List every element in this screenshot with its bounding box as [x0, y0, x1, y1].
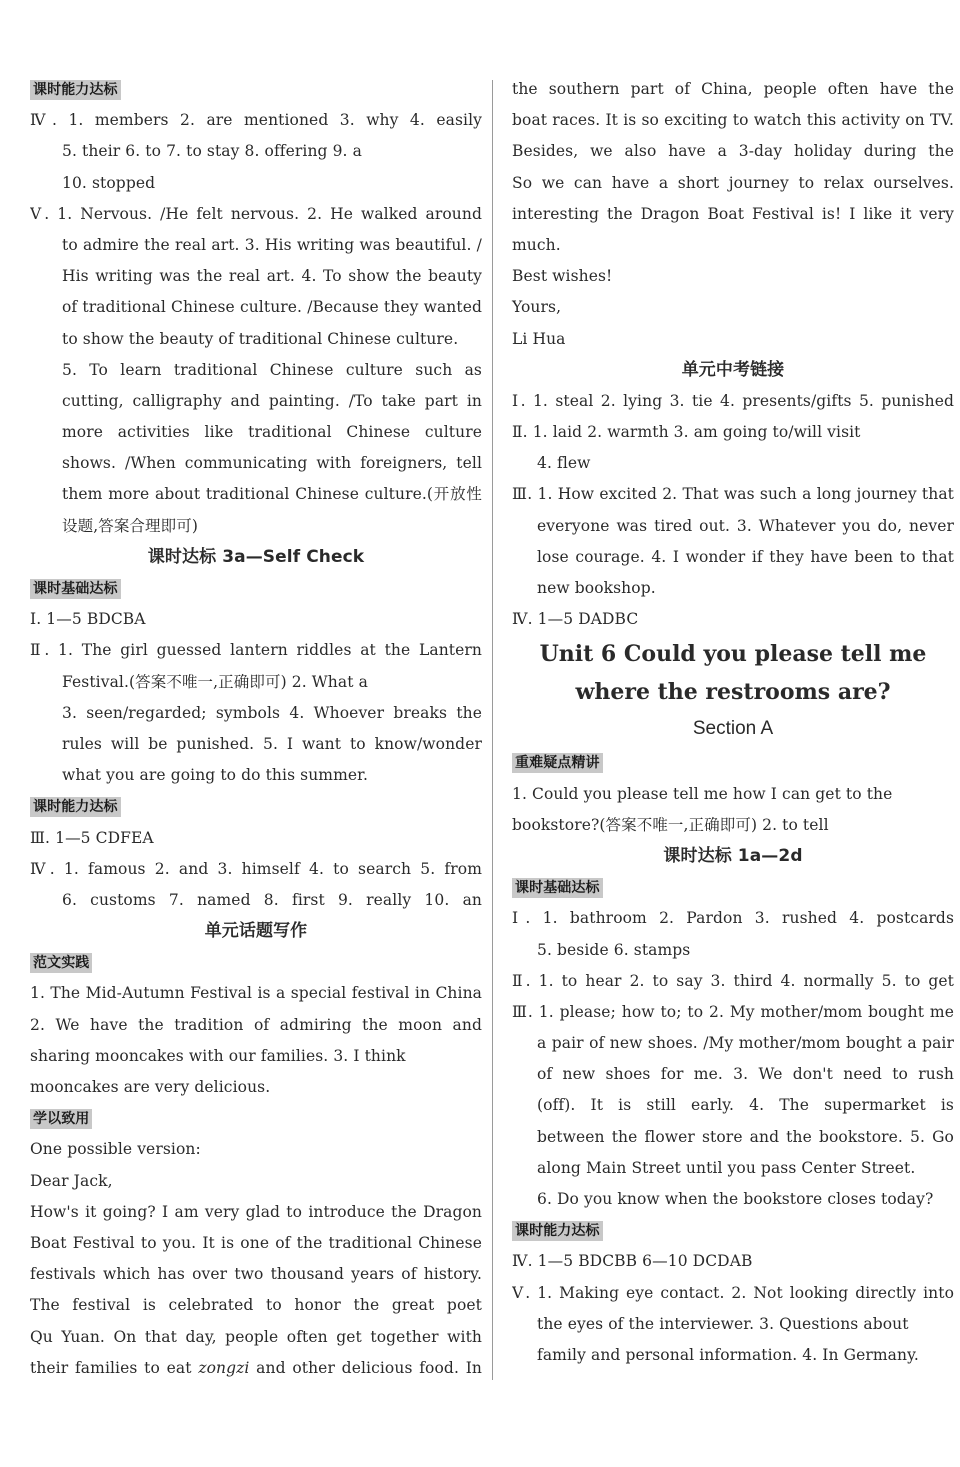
answer-line: 3. seen/regarded; symbols 4. Whoever breaks the [62, 703, 482, 722]
answer-line: His writing was the real art. 4. To show the beauty [62, 267, 482, 286]
essay-line: the southern part of China, people often have the [512, 80, 954, 98]
answer-line: 5. To learn traditional Chinese culture such as [62, 360, 482, 379]
answer-line: (off). It is still early. 4. The supermarket is [537, 1096, 954, 1115]
answer-line: 10. stopped [62, 173, 156, 192]
unit-title: where the restrooms are? [575, 679, 891, 706]
answer-line: lose courage. 4. I wonder if they have been to that [537, 547, 954, 566]
answer-line: new bookshop. [537, 579, 656, 597]
answer-line: Ⅳ. 1. members 2. are mentioned 3. why 4. easily [30, 111, 482, 130]
answer-line: Ⅳ. 1—5 BDCBB 6—10 DCDAB [512, 1252, 753, 1271]
answer-line: 6. Do you know when the bookstore closes today? [537, 1190, 934, 1208]
unit-title: Unit 6 Could you please tell me [539, 641, 927, 668]
answer-line: between the flower store and the bookstore. 5. Go [537, 1127, 954, 1146]
essay-line: interesting the Dragon Boat Festival is! I like it very [512, 204, 954, 223]
essay-line: Besides, we also have a 3-day holiday during the [512, 142, 954, 161]
essay-line: Yours, [512, 298, 562, 317]
answer-line: 1. The Mid-Autumn Festival is a special festival in China [30, 984, 482, 1003]
answer-line: 4. flew [537, 454, 591, 473]
answer-line: shows. /When communicating with foreigners, tell [62, 454, 482, 473]
answer-line: Ⅲ. 1. How excited 2. That was such a long journey that [512, 485, 954, 504]
answer-line: family and personal information. 4. In Germany. [537, 1345, 919, 1364]
answer-line: Ⅲ. 1—5 CDFEA [30, 828, 154, 847]
answer-line: to admire the real art. 3. His writing was beautiful. / [62, 235, 482, 254]
answer-line: of new shoes for me. 3. We don't need to rush [537, 1065, 954, 1084]
answer-line: Festival.(答案不唯一,正确即可) 2. What a [62, 672, 368, 691]
section-tag: 课时能力达标 [30, 797, 121, 817]
lesson-heading: 单元中考链接 [681, 359, 785, 380]
section-tag: 课时基础达标 [512, 878, 603, 898]
answer-line: more activities like traditional Chinese culture [62, 423, 482, 442]
answer-line: Ⅰ. 1. bathroom 2. Pardon 3. rushed 4. postcards [512, 909, 954, 928]
section-tag: 课时能力达标 [512, 1221, 603, 1241]
answer-line: Ⅴ. 1. Making eye contact. 2. Not looking directly into [512, 1283, 954, 1302]
answer-line: Ⅰ. 1. steal 2. lying 3. tie 4. presents/gifts 5. punished [512, 391, 954, 410]
answer-line: 6. customs 7. named 8. first 9. really 10. an [62, 890, 482, 909]
essay-line: Li Hua [512, 329, 566, 348]
essay-line: The festival is celebrated to honor the great poet [30, 1296, 482, 1315]
answer-line: of traditional Chinese culture. /Because they wanted [62, 298, 482, 317]
answer-line: to show the beauty of traditional Chinese culture. [62, 329, 459, 348]
section-tag: 课时基础达标 [30, 579, 121, 599]
essay-line: How's it going? I am very glad to introduce the Dragon [30, 1202, 482, 1221]
lesson-heading: 课时达标 3a—Self Check [147, 546, 365, 567]
section-title: Section A [692, 718, 774, 740]
lesson-heading: 课时达标 1a—2d [663, 845, 803, 866]
answer-line: Ⅱ. 1. The girl guessed lantern riddles at the Lantern [30, 641, 482, 660]
section-tag: 重难疑点精讲 [512, 753, 603, 773]
answer-line: Ⅴ. 1. Nervous. /He felt nervous. 2. He walked around [30, 204, 482, 223]
answer-line: rules will be punished. 5. I want to know/wonder [62, 734, 482, 753]
essay-line: Boat Festival to you. It is one of the traditional Chinese [30, 1233, 482, 1252]
answer-line: a pair of new shoes. /My mother/mom bought a pair [537, 1034, 954, 1053]
section-tag: 课时能力达标 [30, 80, 121, 100]
essay-text: and other delicious food. In [249, 1358, 482, 1377]
answer-line: 2. We have the tradition of admiring the moon and [30, 1015, 482, 1034]
essay-line: So we can have a short journey to relax ourselves. [512, 173, 954, 192]
answer-line: Ⅳ. 1—5 DADBC [512, 610, 639, 629]
answer-line: 5. their 6. to 7. to stay 8. offering 9. a [62, 142, 362, 161]
answer-line: bookstore?(答案不唯一,正确即可) 2. to tell [512, 815, 829, 834]
answer-line: 设题,答案合理即可) [62, 516, 198, 535]
essay-line: Dear Jack, [30, 1171, 113, 1190]
essay-line [30, 1353, 482, 1384]
answer-line: along Main Street until you pass Center Street. [537, 1158, 916, 1177]
answer-line: the eyes of the interviewer. 3. Questions about [537, 1314, 909, 1333]
essay-line: boat races. It is so exciting to watch this activity on TV. [512, 111, 954, 130]
essay-line: Best wishes! [512, 267, 613, 286]
answer-line: Ⅱ. 1. to hear 2. to say 3. third 4. normally 5. to get [512, 971, 954, 990]
essay-text: their families to eat [30, 1358, 199, 1377]
lesson-heading: 单元话题写作 [204, 921, 308, 942]
essay-line: much. [512, 235, 561, 254]
column-divider [492, 80, 493, 1380]
answer-line: mooncakes are very delicious. [30, 1078, 271, 1096]
section-tag: 范文实践 [30, 953, 92, 973]
answer-line: everyone was tired out. 3. Whatever you do, never [537, 516, 954, 535]
answer-line: 1. Could you please tell me how I can get to the [512, 784, 893, 803]
left-column [30, 74, 482, 1384]
italic-word: zongzi [198, 1358, 250, 1377]
answer-line: Ⅱ. 1. laid 2. warmth 3. am going to/will visit [512, 423, 861, 442]
answer-line: Ⅳ. 1. famous 2. and 3. himself 4. to search 5. from [30, 859, 482, 878]
essay-line: Qu Yuan. On that day, people often get together with [30, 1327, 482, 1346]
answer-line: them more about traditional Chinese culture.(开放性 [62, 485, 482, 504]
essay-line: festivals which has over two thousand years of history. [30, 1265, 482, 1284]
answer-line: cutting, calligraphy and painting. /To take part in [62, 391, 482, 410]
answer-line: what you are going to do this summer. [62, 766, 368, 785]
section-tag: 学以致用 [30, 1109, 92, 1129]
answer-line: Ⅰ. 1—5 BDCBA [30, 610, 146, 629]
answer-line: sharing mooncakes with our families. 3. I think [30, 1046, 406, 1065]
right-column [512, 74, 954, 1371]
essay-line: One possible version: [30, 1140, 201, 1159]
answer-line: Ⅲ. 1. please; how to; to 2. My mother/mom bought me [512, 1002, 954, 1021]
answer-line: 5. beside 6. stamps [537, 940, 691, 959]
